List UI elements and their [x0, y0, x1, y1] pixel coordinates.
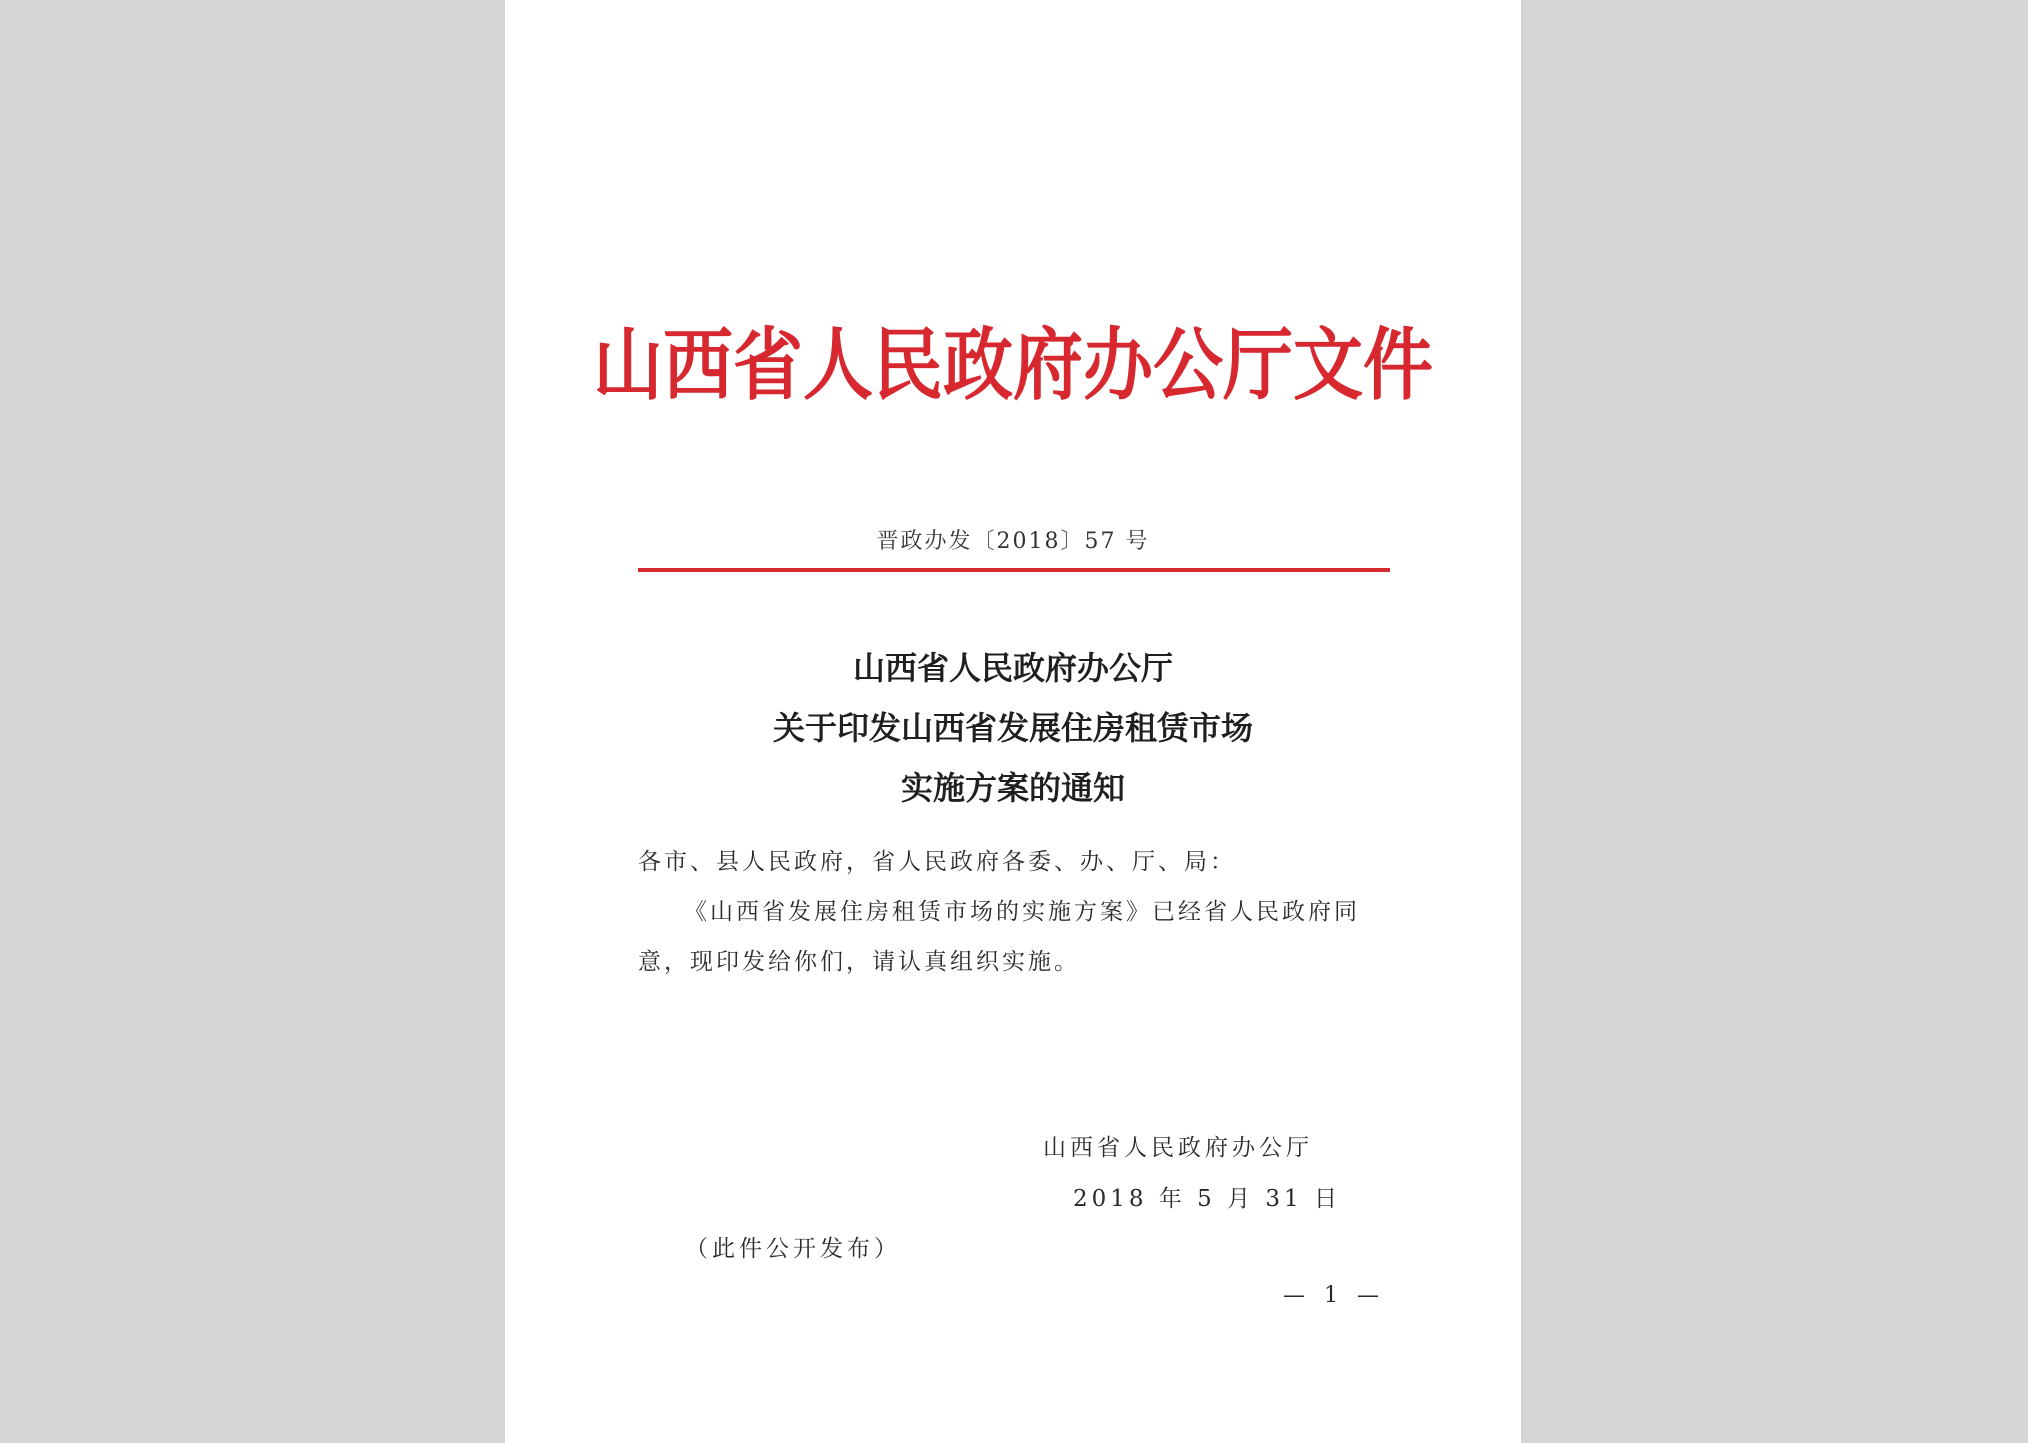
title-line-3: 实施方案的通知 — [900, 769, 1125, 807]
title-line-1: 山西省人民政府办公厅 — [852, 649, 1173, 687]
body-line-1: 《山西省发展住房租赁市场的实施方案》已经省人民政府同 — [684, 899, 1360, 925]
title-line-2: 关于印发山西省发展住房租赁市场 — [772, 709, 1253, 747]
document-page — [505, 0, 1521, 1443]
document-header-title: 山西省人民政府办公厅文件 — [593, 317, 1433, 411]
header-red-rule — [638, 568, 1390, 572]
body-line-2: 意，现印发给你们，请认真组织实施。 — [638, 949, 1080, 975]
document-number: 晋政办发〔2018〕57 号 — [876, 529, 1150, 554]
document-title — [505, 638, 1521, 818]
page-number: — 1 — — [1283, 1283, 1385, 1308]
issuer-signature: 山西省人民政府办公厅 — [1043, 1135, 1313, 1161]
issue-date: 2018 年 5 月 31 日 — [1073, 1186, 1341, 1212]
addressee: 各市、县人民政府，省人民政府各委、办、厅、局： — [638, 849, 1236, 875]
publication-note: （此件公开发布） — [685, 1236, 901, 1262]
